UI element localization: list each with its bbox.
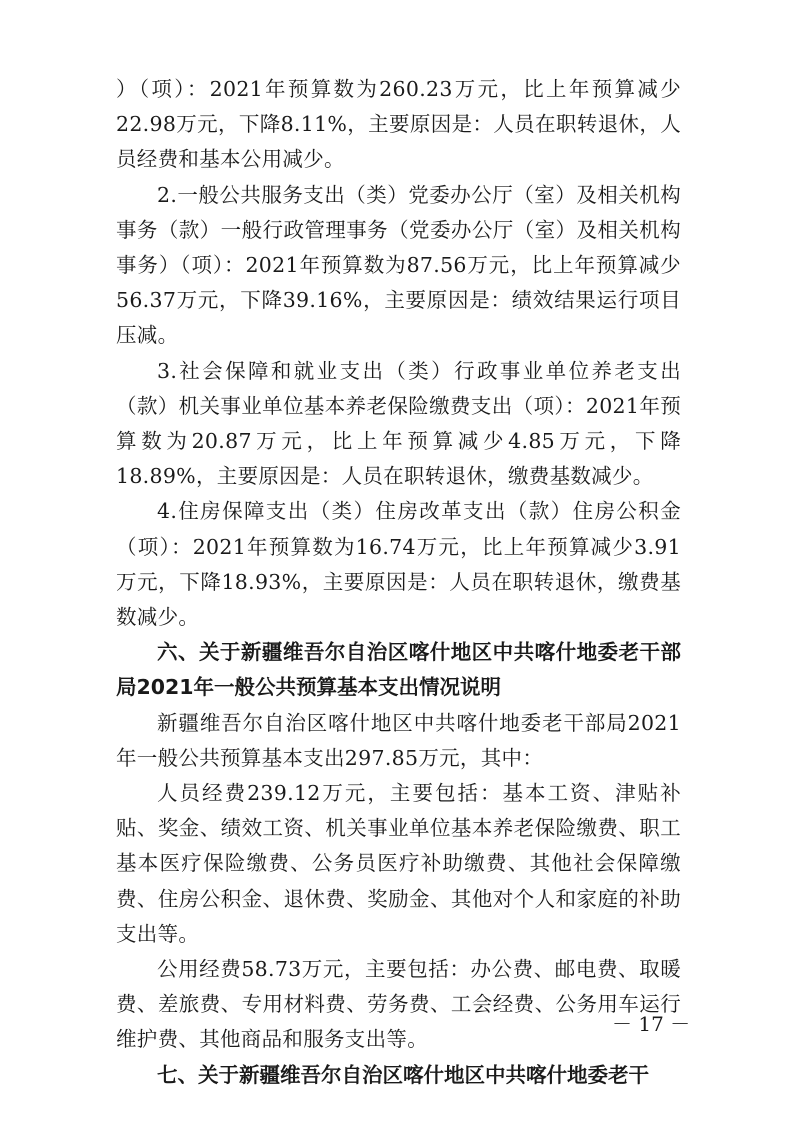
paragraph-public-expenses: 公用经费58.73万元，主要包括：办公费、邮电费、取暖费、差旅费、专用材料费、劳务费、工会经费、公务用车运行维护费、其他商品和服务支出等。 (116, 957, 681, 1052)
paragraph-personnel-expenses: 人员经费239.12万元，主要包括：基本工资、津贴补贴、奖金、绩效工资、机关事业单位基本养老保险缴费、职工基本医疗保险缴费、公务员医疗补助缴费、其他社会保障缴费、住房公积金、退休费、奖励金、其他对个人和家庭的补助支出等。 (116, 781, 681, 946)
paragraph-item-3: 3.社会保障和就业支出（类）行政事业单位养老支出（款）机关事业单位基本养老保险缴费支出（项）：2021年预算数为20.87万元，比上年预算减少4.85万元，下降18.89%，主要原因是：人员在职转退休，缴费基数减少。 (116, 358, 681, 489)
paragraph-continued-item-1: ）（项）：2021年预算数为260.23万元，比上年预算减少22.98万元，下降8.11%，主要原因是：人员在职转退休，人员经费和基本公用减少。 (116, 77, 681, 172)
paragraph-basic-expenditure: 新疆维吾尔自治区喀什地区中共喀什地委老干部局2021年一般公共预算基本支出297.85万元，其中： (116, 710, 681, 770)
paragraph-item-4: 4.住房保障支出（类）住房改革支出（款）住房公积金（项）：2021年预算数为16.74万元，比上年预算减少3.91万元，下降18.93%，主要原因是：人员在职转退休，缴费基数减少。 (116, 499, 681, 630)
section-heading-7: 七、关于新疆维吾尔自治区喀什地区中共喀什地委老干 (157, 1062, 649, 1087)
paragraph-item-2: 2.一般公共服务支出（类）党委办公厅（室）及相关机构事务（款）一般行政管理事务（党委办公厅（室）及相关机构事务）（项）：2021年预算数为87.56万元，比上年预算减少56.37万元，下降39.16%，主要原因是：绩效结果运行项目压减。 (116, 182, 681, 348)
document-body (116, 72, 681, 1093)
section-heading-6: 六、关于新疆维吾尔自治区喀什地区中共喀什地委老干部局2021年一般公共预算基本支出情况说明 (116, 640, 681, 700)
page-number: － 17 － (612, 1012, 691, 1036)
